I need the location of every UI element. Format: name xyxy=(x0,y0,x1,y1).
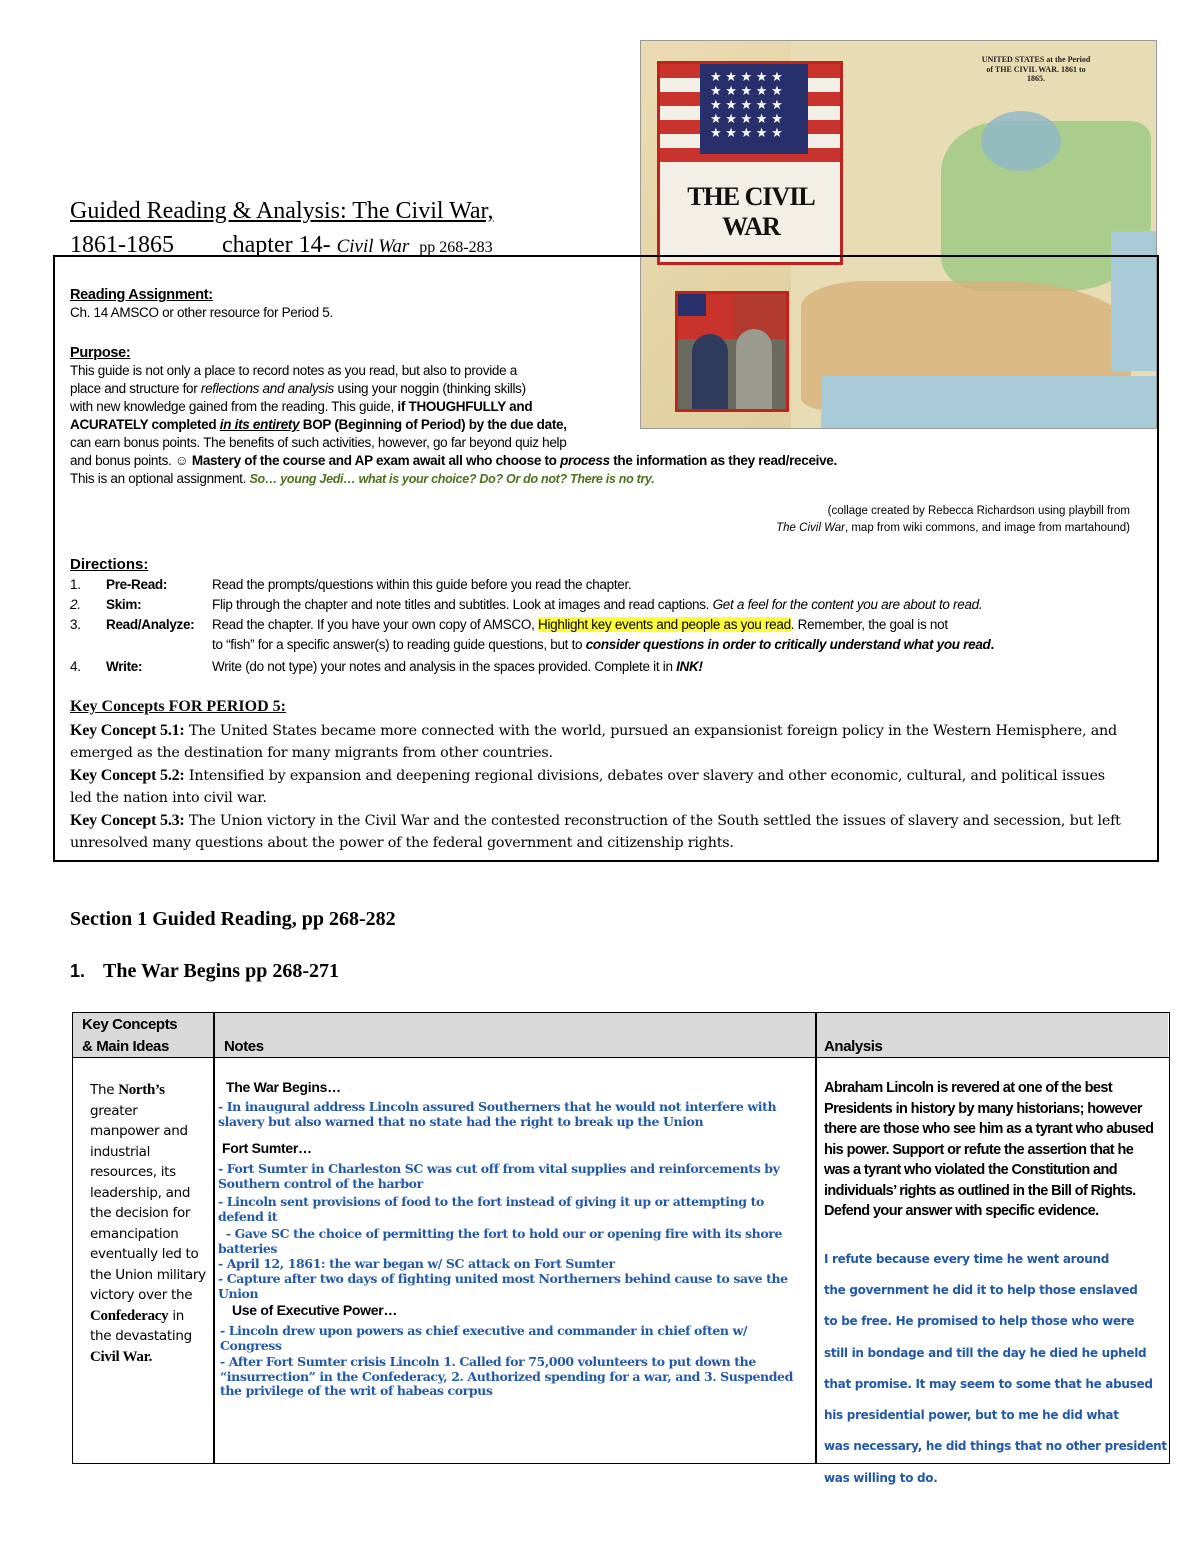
section-heading: Section 1 Guided Reading, pp 268-282 xyxy=(70,908,396,930)
direction-num: 4. xyxy=(70,659,81,674)
key-concept-label: Key Concept 5.3: xyxy=(70,812,185,829)
header-text: & Main Ideas xyxy=(82,1038,169,1055)
header-text: Key Concepts xyxy=(82,1016,178,1033)
key-concept-text: The Union victory in the Civil War and the contested reconstruction of the South settled the issues of slavery and secession, but left unresolved many questions about the power of the federal government and citizenship rights. xyxy=(70,813,1121,851)
analysis-answer-line: still in bondage and till the day he died he upheld xyxy=(824,1346,1147,1360)
text-bold: the information as they read/receive. xyxy=(609,453,837,468)
playbill-image xyxy=(657,61,843,265)
text-bold: Mastery of the course and AP exam await all who choose to xyxy=(191,453,561,468)
text: , map from wiki commons, and image from martahound) xyxy=(844,522,1130,534)
text-bold: if THOUGHFULLY and xyxy=(397,399,533,414)
jedi-quote: So… young Jedi… what is your choice? Do? Or do not? There is no try. xyxy=(249,472,655,486)
direction-text: . xyxy=(990,637,994,652)
purpose-heading: Purpose: xyxy=(70,345,131,361)
column-header-analysis: Analysis xyxy=(824,1038,883,1055)
key-concept xyxy=(70,765,1130,809)
direction-text-emphasis: INK! xyxy=(676,659,703,674)
note-item: - Lincoln drew upon powers as chief executive and commander in chief often w/ Congress xyxy=(220,1323,748,1353)
text: with new knowledge gained from the reading. This guide, xyxy=(70,399,398,414)
analysis-answer-line: that promise. It may seem to some that he abused xyxy=(824,1377,1153,1391)
text-italic: reflections and analysis xyxy=(200,381,335,396)
direction-item xyxy=(70,597,982,612)
key-concept xyxy=(70,810,1130,854)
subsection-number: 1. xyxy=(70,961,86,981)
main-idea-cell xyxy=(90,1080,208,1367)
text-bold: Confederacy xyxy=(90,1307,169,1324)
note-item: - Capture after two days of fighting united most Northerners behind cause to save the Union xyxy=(218,1271,788,1301)
title-book: Civil War xyxy=(336,236,410,257)
key-concept-text: Intensified by expansion and deepening regional divisions, debates over slavery and other economic, cultural, and political issues led the nation into civil war. xyxy=(70,768,1105,806)
direction-text-emphasis: consider questions in order to critically understand what you read xyxy=(585,637,991,652)
purpose-section xyxy=(70,344,1130,488)
text: place and structure for xyxy=(70,381,201,396)
analysis-answer-line: his presidential power, but to me he did what xyxy=(824,1408,1119,1422)
credit-line xyxy=(776,520,1130,537)
reading-assignment-heading: Reading Assignment: xyxy=(70,287,213,303)
purpose-line: This guide is not only a place to record notes as you read, but also to provide a xyxy=(70,363,517,378)
notes-heading: Fort Sumter… xyxy=(222,1140,312,1156)
text: This is an optional assignment. xyxy=(70,471,250,486)
text-bold: North’s xyxy=(118,1082,165,1098)
direction-label: Skim: xyxy=(106,597,142,612)
note-item: - Lincoln sent provisions of food to the fort instead of giving it up or attempting to defend it xyxy=(218,1194,764,1224)
notes-heading: Use of Executive Power… xyxy=(232,1302,398,1318)
analysis-answer-line: to be free. He promised to help those who were xyxy=(824,1314,1135,1328)
key-concept-label: Key Concept 5.2: xyxy=(70,767,185,784)
highlighted-text: Highlight key events and people as you read xyxy=(538,617,791,632)
map-great-lakes xyxy=(981,111,1061,171)
key-concept-text: The United States became more connected with the world, pursued an expansionist foreign policy in the Western Hemisphere, and emerged as the destination for many migrants from other countries. xyxy=(70,723,1118,761)
reading-assignment xyxy=(70,286,333,322)
stars-icon: ★ ★ ★ ★ ★ ★ ★ ★ ★ ★ ★ ★ ★ ★ ★ ★ ★ ★ ★ ★ ★ ★ ★ ★ ★ xyxy=(710,69,783,140)
collage-credit xyxy=(776,503,1130,537)
text-bold: Civil War. xyxy=(90,1348,153,1365)
direction-num: 3. xyxy=(70,617,81,632)
subsection-heading xyxy=(70,960,339,983)
playbill-title: THE CIVIL WAR xyxy=(687,182,815,241)
notes-heading: The War Begins… xyxy=(226,1079,341,1095)
analysis-answer-line: the government he did it to help those enslaved xyxy=(824,1283,1138,1297)
title-pages: pp 268-283 xyxy=(419,239,493,256)
key-concepts-heading: Key Concepts FOR PERIOD 5: xyxy=(70,698,286,715)
text: greater manpower and industrial resources, its leadership, and the decision for emancipation eventually led to the Union military victory over the xyxy=(90,1102,206,1303)
text-bold: BOP (Beginning of Period) by the due date, xyxy=(299,417,567,432)
direction-text: Read the prompts/questions within this guide before you read the chapter. xyxy=(212,577,632,592)
direction-label: Write: xyxy=(106,659,143,674)
purpose-line xyxy=(70,416,1130,434)
direction-text: . Remember, the goal is not xyxy=(790,617,948,632)
text: using your noggin (thinking skills) xyxy=(334,381,526,396)
column-divider xyxy=(815,1012,817,1463)
purpose-line xyxy=(70,398,1130,416)
doc-title-line1: Guided Reading & Analysis: The Civil War, xyxy=(70,198,494,224)
analysis-answer-line: I refute because every time he went around xyxy=(824,1252,1110,1266)
direction-continuation xyxy=(212,637,994,652)
note-item: - Fort Sumter in Charleston SC was cut off from vital supplies and reinforcements by Southern control of the harbor xyxy=(218,1161,780,1191)
column-header-main-ideas xyxy=(82,1014,177,1058)
purpose-line xyxy=(70,452,1130,470)
direction-text: Flip through the chapter and note titles and subtitles. Look at images and read captions. xyxy=(212,597,713,612)
credit-title: The Civil War xyxy=(776,522,845,534)
column-header-notes: Notes xyxy=(224,1038,264,1055)
text-emphasis: in its entirety xyxy=(219,417,300,432)
map-title: UNITED STATES at the Period of THE CIVIL WAR. 1861 to 1865. xyxy=(981,55,1091,84)
title-chapter: chapter 14- xyxy=(222,232,331,258)
title-years: 1861-1865 xyxy=(70,232,174,258)
note-item: - Gave SC the choice of permitting the fort to hold our or opening fire with its shore batteries xyxy=(218,1226,786,1256)
directions-heading: Directions: xyxy=(70,556,149,573)
direction-label: Read/Analyze: xyxy=(106,617,195,632)
purpose-line xyxy=(70,470,1130,488)
flag-canton xyxy=(700,64,808,154)
note-item: - In inaugural address Lincoln assured Southerners that he would not interfere with slavery but also warned that no state had the right to break up the Union xyxy=(218,1099,777,1129)
note-item: - April 12, 1861: the war began w/ SC attack on Fort Sumter xyxy=(218,1256,615,1271)
text: The xyxy=(90,1082,119,1098)
text-bold: ACURATELY completed xyxy=(70,417,220,432)
direction-item xyxy=(70,617,948,632)
text: and bonus points. ☺ xyxy=(70,453,192,468)
column-divider xyxy=(213,1012,215,1463)
direction-text: Write (do not type) your notes and analysis in the spaces provided. Complete it in xyxy=(212,659,677,674)
text: in the devastating xyxy=(90,1307,192,1344)
direction-num: 2. xyxy=(70,597,81,612)
direction-text-italic: Get a feel for the content you are about to read. xyxy=(712,597,983,612)
note-item: - After Fort Sumter crisis Lincoln 1. Called for 75,000 volunteers to put down the “insurrection” in the Confederacy, 2. Authorized spending for a war, and 3. Suspended the privilege of the writ of habeas corpus xyxy=(220,1354,793,1398)
purpose-line xyxy=(70,380,1130,398)
subsection-title: The War Begins pp 268-271 xyxy=(103,960,339,982)
key-concept-label: Key Concept 5.1: xyxy=(70,722,185,739)
analysis-answer-line: was necessary, he did things that no other president xyxy=(824,1439,1167,1453)
key-concept xyxy=(70,720,1130,764)
text-emphasis: process xyxy=(560,453,610,468)
purpose-line: can earn bonus points. The benefits of such activities, however, go far beyond quiz help xyxy=(70,435,567,450)
direction-text: to “fish” for a specific answer(s) to reading guide questions, but to xyxy=(212,637,586,652)
analysis-question: Abraham Lincoln is revered at one of the best Presidents in history by many historians; however there are those who see him as a tyrant who abused his power. Support or refute the assertion that he was a tyrant who violated the Constitution and individuals’ rights as outlined in the Bill of Rights. Defend your answer with specific evidence. xyxy=(824,1080,1154,1219)
direction-label: Pre-Read: xyxy=(106,577,168,592)
direction-item xyxy=(70,577,631,592)
direction-text: Read the chapter. If you have your own copy of AMSCO, xyxy=(212,617,538,632)
analysis-answer-line: was willing to do. xyxy=(824,1471,938,1485)
direction-item xyxy=(70,659,703,674)
direction-num: 1. xyxy=(70,577,81,592)
credit-line: (collage created by Rebecca Richardson using playbill from xyxy=(827,505,1130,517)
reading-assignment-text: Ch. 14 AMSCO or other resource for Period 5. xyxy=(70,305,333,320)
